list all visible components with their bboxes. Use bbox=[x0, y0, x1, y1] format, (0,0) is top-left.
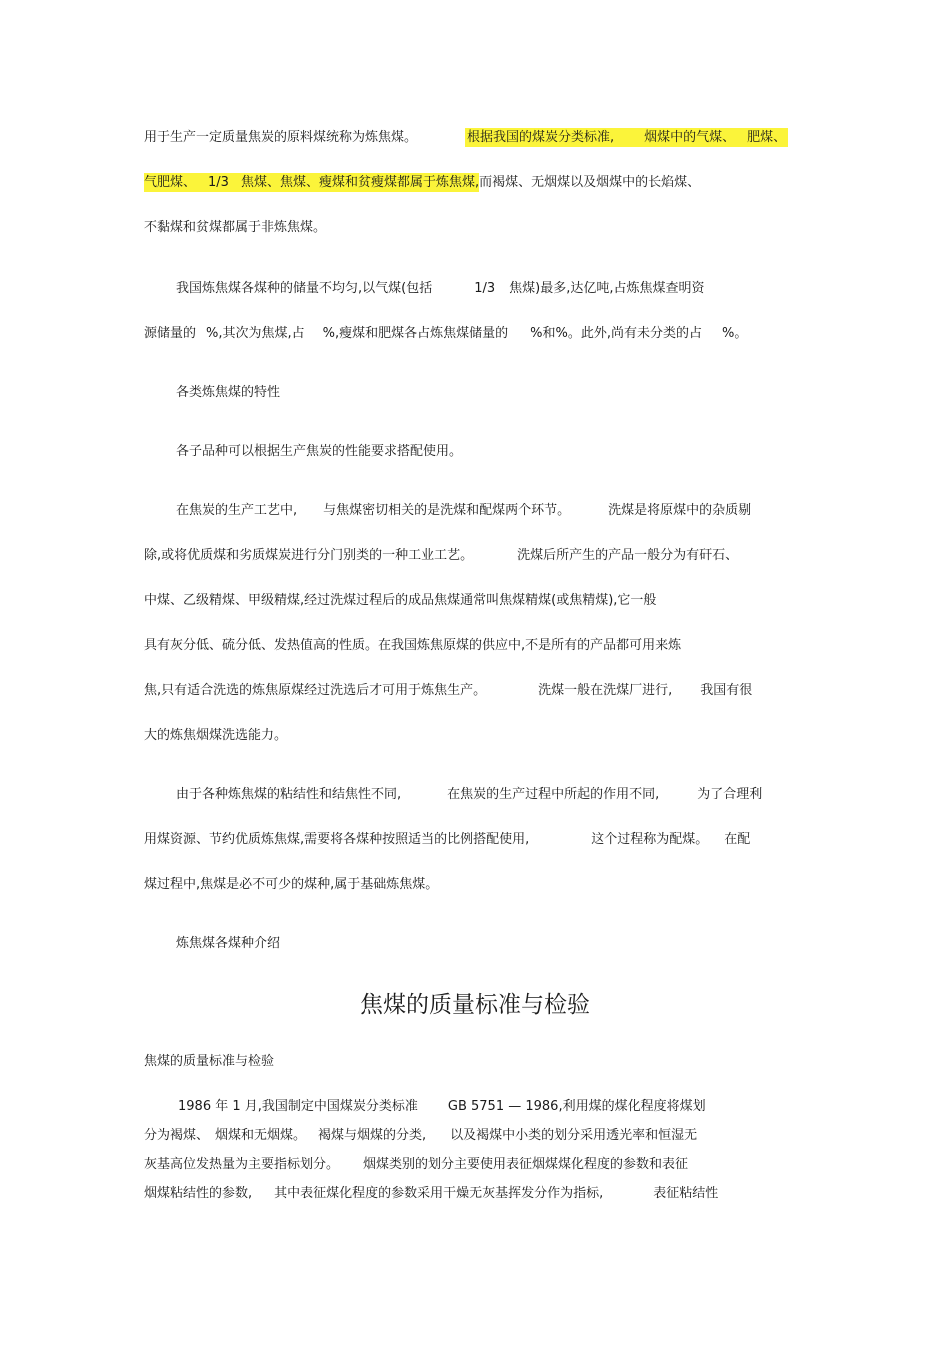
text: 在焦炭的生产过程中所起的作用不同, bbox=[447, 787, 660, 802]
paragraph-6-line-1 bbox=[178, 1098, 706, 1116]
paragraph-2-line-2 bbox=[144, 325, 747, 343]
section-label-coking-coal-properties: 各类炼焦煤的特性 bbox=[176, 385, 281, 400]
text: 灰基高位发热量为主要指标划分。 bbox=[144, 1157, 340, 1172]
text: 烟煤粘结性的参数, bbox=[144, 1186, 253, 1201]
text: 根据我国的煤炭分类标准, bbox=[467, 130, 615, 145]
paragraph-5-line-1 bbox=[176, 786, 762, 804]
paragraph-6-line-3 bbox=[144, 1156, 688, 1174]
text: 这个过程称为配煤。 bbox=[591, 832, 709, 847]
highlighted-text bbox=[465, 128, 788, 147]
text: 烟煤和无烟煤。 bbox=[215, 1128, 307, 1143]
text: 烟煤类别的划分主要使用表征烟煤煤化程度的参数和表征 bbox=[363, 1157, 689, 1172]
paragraph-1-line-1 bbox=[144, 129, 788, 147]
text: 我国有很 bbox=[700, 683, 753, 698]
text: 而褐煤、无烟煤以及烟煤中的长焰煤、 bbox=[479, 175, 701, 190]
text: 表征粘结性 bbox=[653, 1186, 719, 1201]
paragraph-6-line-4 bbox=[144, 1185, 718, 1203]
paragraph-5-line-3: 煤过程中,焦煤是必不可少的煤种,属于基础炼焦煤。 bbox=[144, 877, 439, 892]
paragraph-4-line-3: 中煤、乙级精煤、甲级精煤,经过洗煤过程后的成品焦煤通常叫焦煤精煤(或焦精煤),它一般 bbox=[144, 593, 657, 608]
text: %。 bbox=[721, 326, 748, 341]
paragraph-1-line-2 bbox=[144, 174, 700, 192]
text: 洗煤是将原煤中的杂质剔 bbox=[608, 503, 752, 518]
paragraph-4-line-6: 大的炼焦烟煤洗选能力。 bbox=[144, 728, 288, 743]
text: 用于生产一定质量焦炭的原料煤统称为炼焦煤。 bbox=[144, 130, 418, 145]
text: 在配 bbox=[724, 832, 751, 847]
text: 其中表征煤化程度的参数采用干燥无灰基挥发分作为指标, bbox=[274, 1186, 604, 1201]
paragraph-3: 各子品种可以根据生产焦炭的性能要求搭配使用。 bbox=[176, 444, 463, 459]
text: 我国炼焦煤各煤种的储量不均匀,以气煤(包括 bbox=[176, 281, 433, 296]
text: 分为褐煤、 bbox=[144, 1128, 210, 1143]
text: 焦煤)最多,达亿吨,占炼焦煤查明资 bbox=[509, 281, 705, 296]
text: 以及褐煤中小类的划分采用透光率和恒湿无 bbox=[450, 1128, 698, 1143]
paragraph-1-line-3: 不黏煤和贫煤都属于非炼焦煤。 bbox=[144, 220, 327, 235]
text: 褐煤与烟煤的分类, bbox=[318, 1128, 427, 1143]
highlighted-text bbox=[144, 173, 479, 192]
text: 焦煤、焦煤、瘦煤和贫瘦煤都属于炼焦煤, bbox=[240, 175, 480, 190]
text: 除,或将优质煤和劣质煤炭进行分门别类的一种工业工艺。 bbox=[144, 548, 474, 563]
paragraph-4-line-4: 具有灰分低、硫分低、发热值高的性质。在我国炼焦原煤的供应中,不是所有的产品都可用来炼 bbox=[144, 638, 682, 653]
text: 肥煤、 bbox=[747, 130, 787, 145]
text: 洗煤后所产生的产品一般分为有矸石、 bbox=[517, 548, 739, 563]
section-label-coal-types: 炼焦煤各煤种介绍 bbox=[176, 936, 281, 951]
paragraph-4-line-2 bbox=[144, 547, 738, 565]
text: 为了合理利 bbox=[697, 787, 763, 802]
text: 源储量的 bbox=[144, 326, 197, 341]
text: 气肥煤、 bbox=[144, 175, 197, 190]
paragraph-6-line-2 bbox=[144, 1127, 697, 1145]
text: 1986 年 1 月,我国制定中国煤炭分类标准 bbox=[178, 1099, 418, 1114]
paragraph-4-line-1 bbox=[176, 502, 751, 520]
text: 在焦炭的生产工艺中, bbox=[176, 503, 298, 518]
subheading: 焦煤的质量标准与检验 bbox=[144, 1054, 275, 1069]
text: 焦,只有适合洗选的炼焦原煤经过洗选后才可用于炼焦生产。 bbox=[144, 683, 487, 698]
text: 洗煤一般在洗煤厂进行, bbox=[538, 683, 673, 698]
text: 烟煤中的气煤、 bbox=[644, 130, 736, 145]
paragraph-5-line-2 bbox=[144, 831, 750, 849]
paragraph-2-line-1 bbox=[176, 280, 704, 298]
text: %,瘦煤和肥煤各占炼焦煤储量的 bbox=[322, 326, 509, 341]
text: GB 5751 — 1986,利用煤的煤化程度将煤划 bbox=[447, 1099, 706, 1114]
text: 1/3 bbox=[208, 175, 229, 190]
paragraph-4-line-5 bbox=[144, 682, 752, 700]
text: 与焦煤密切相关的是洗煤和配煤两个环节。 bbox=[323, 503, 571, 518]
text: 1/3 bbox=[474, 281, 496, 296]
page-title: 焦煤的质量标准与检验 bbox=[360, 992, 590, 1018]
text: 用煤资源、节约优质炼焦煤,需要将各煤种按照适当的比例搭配使用, bbox=[144, 832, 530, 847]
text: %,其次为焦煤,占 bbox=[206, 326, 305, 341]
text: 由于各种炼焦煤的粘结性和结焦性不同, bbox=[176, 787, 402, 802]
text: %和%。此外,尚有未分类的占 bbox=[530, 326, 702, 341]
